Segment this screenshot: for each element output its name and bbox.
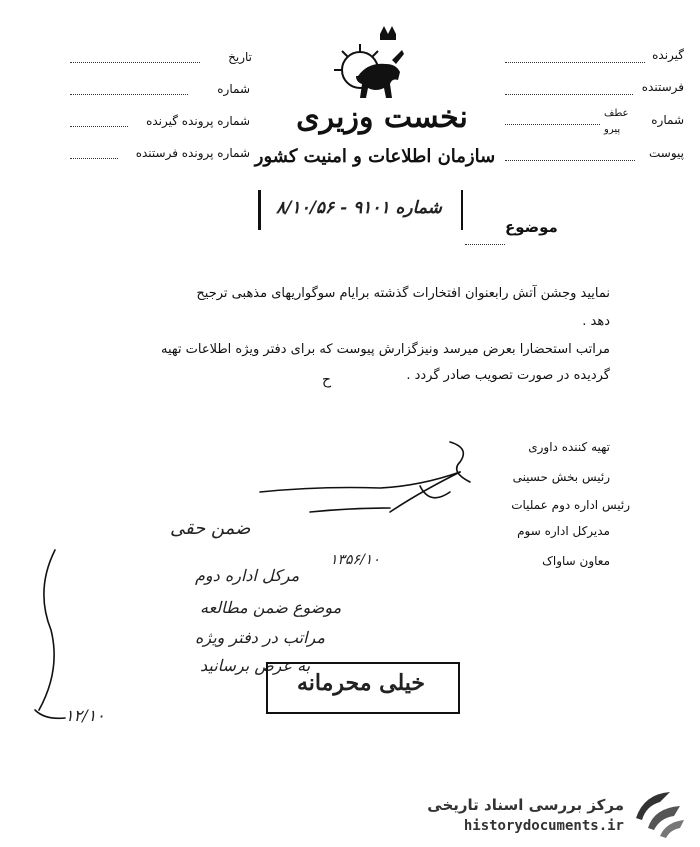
office-head-signature: رئیس اداره دوم عملیات [511, 498, 630, 512]
org-title: نخست وزیری [296, 100, 468, 135]
receiver-label: گیرنده [652, 48, 684, 62]
hand-note-line-2: مرکل اداره دوم [195, 566, 300, 585]
date-line [70, 62, 200, 63]
section-head-signature: رئیس بخش حسینی [512, 470, 610, 484]
handwritten-signatures [250, 430, 520, 530]
hand-note-line-5: به عرض برسانید [200, 656, 311, 675]
org-subtitle: سازمان اطلاعات و امنیت کشور [254, 146, 496, 167]
stamp-text: شماره ۹۱۰۱ - ۸/۱۰/۵۶ [276, 198, 442, 218]
receiver-file-no-line [70, 126, 128, 127]
subject-line [465, 244, 505, 245]
left-number-line [70, 94, 188, 95]
lion-and-sun-emblem [330, 14, 420, 104]
number-ref-bottom: پیرو [604, 124, 621, 135]
body-line-3: مراتب استحضارا بعرض میرسد ونیزگزارش پیوست که برای دفتر ویژه اطلاعات تهیه [160, 342, 610, 357]
receiver-file-no-label: شماره پرونده گیرنده [146, 114, 250, 128]
number-ref-top: عطف [604, 108, 629, 119]
watermark-line-2: historydocuments.ir [463, 818, 624, 834]
body-line-4: گردیده در صورت تصویب صادر گردد . [406, 368, 610, 383]
hand-note-line-1: ضمن حقی [170, 518, 251, 539]
classification-text: خیلی محرمانه [296, 670, 426, 696]
receiver-line [505, 62, 645, 63]
date-label: تاریخ [228, 50, 252, 64]
sender-label: فرستنده [641, 80, 684, 94]
sender-file-no-label: شماره پرونده فرستنده [135, 146, 250, 160]
sender-file-no-line [70, 158, 118, 159]
director-general-signature: مدیرکل اداره سوم [517, 524, 610, 538]
hand-left-date: ۱۲/۱۰ [65, 706, 105, 725]
margin-bracket-scribble [15, 540, 75, 760]
deputy-mark: ح [322, 372, 332, 388]
left-number-label: شماره [217, 82, 250, 96]
subject-label: موضوع [505, 218, 558, 236]
preparer-signature: تهیه کننده داوری [528, 440, 610, 454]
deputy-signature: معاون ساواک [542, 554, 610, 568]
number-line [505, 124, 600, 125]
history-documents-logo-icon [630, 784, 690, 840]
hand-note-line-4: مراتب در دفتر ویژه [195, 628, 325, 647]
attachment-label: پیوست [649, 146, 684, 160]
hand-note-line-3: موضوع ضمن مطالعه [200, 598, 342, 617]
body-line-2: دهد . [582, 314, 610, 329]
body-line-1: نمایید وجشن آتش رابعنوان افتخارات گذشته برایام سوگواریهای مذهبی ترجیح [196, 286, 610, 301]
sender-line [505, 94, 633, 95]
watermark-line-1: مرکز بررسی اسناد تاریخی [427, 796, 624, 814]
attachment-line [505, 160, 635, 161]
number-label: شماره [651, 113, 684, 127]
hand-date-mark: ۱۳۵۶/۱۰ [330, 552, 380, 568]
